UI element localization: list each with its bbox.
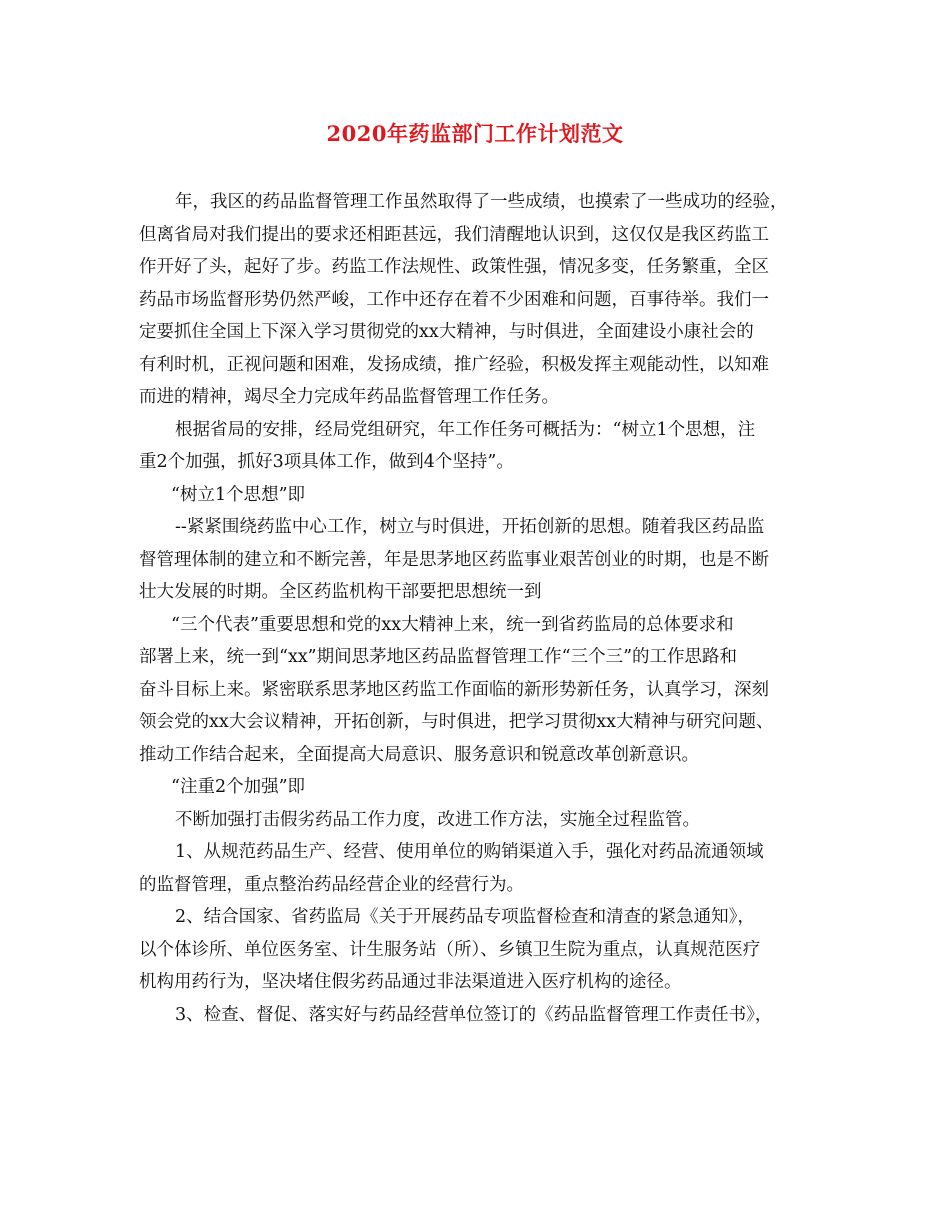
body-line: 3、检查、督促、落实好与药品经营单位签订的《药品监督管理工作责任书》， (175, 1004, 773, 1025)
body-line: 药品市场监督形势仍然严峻，工作中还存在着不少困难和问题，百事待举。我们一 (139, 289, 769, 310)
body-line: 机构用药行为，坚决堵住假劣药品通过非法渠道进入医疗机构的途径。 (139, 972, 682, 992)
body-line: 奋斗目标上来。紧密联系思茅地区药监工作面临的新形势新任务，认真学习，深刻 (139, 679, 769, 700)
body-line: --紧紧围绕药监中心工作，树立与时俱进，开拓创新的思想。随着我区药品监 (175, 517, 765, 537)
body-line: 年，我区的药品监督管理工作虽然取得了一些成绩，也摸索了一些成功的经验， (175, 192, 788, 212)
body-line: 推动工作结合起来，全面提高大局意识、服务意识和锐意改革创新意识。 (139, 744, 699, 765)
body-line: 不断加强打击假劣药品工作力度，改进工作方法，实施全过程监管。 (175, 809, 700, 830)
body-line: “树立1个思想”即 (171, 484, 306, 505)
body-line: 部署上来，统一到“xx”期间思茅地区药品监督管理工作“三个三”的工作思路和 (139, 647, 738, 667)
body-line: 定要抓住全国上下深入学习贯彻党的xx大精神，与时俱进，全面建设小康社会的 (139, 322, 754, 342)
body-line: 领会党的xx大会议精神，开拓创新，与时俱进，把学习贯彻xx大精神与研究问题、 (139, 712, 774, 732)
body-line: 但离省局对我们提出的要求还相距甚远，我们清醒地认识到，这仅仅是我区药监工 (139, 224, 769, 245)
body-line: 而进的精神，竭尽全力完成年药品监督管理工作任务。 (139, 387, 559, 407)
body-line: “注重2个加强”即 (171, 777, 306, 797)
document-title: 2020年药监部门工作计划范文 (326, 121, 624, 146)
body-line: 2、结合国家、省药监局《关于开展药品专项监督检查和清查的紧急通知》， (175, 907, 755, 927)
body-line: 壮大发展的时期。全区药监机构干部要把思想统一到 (139, 582, 542, 602)
body-line: 的监督管理，重点整治药品经营企业的经营行为。 (139, 874, 524, 895)
body-line: 有利时机，正视问题和困难，发扬成绩，推广经验，积极发挥主观能动性，以知难 (139, 354, 769, 375)
document-body (139, 186, 829, 1031)
body-line: 重2个加强，抓好3项具体工作，做到4个坚持”。 (139, 452, 514, 472)
body-line: 根据省局的安排，经局党组研究，年工作任务可概括为：“树立1个思想，注 (175, 419, 756, 440)
body-line: 1、从规范药品生产、经营、使用单位的购销渠道入手，强化对药品流通领域 (175, 842, 764, 862)
body-line: 以个体诊所、单位医务室、计生服务站（所）、乡镇卫生院为重点，认真规范医疗 (139, 939, 761, 960)
body-line: 督管理体制的建立和不断完善，年是思茅地区药监事业艰苦创业的时期，也是不断 (139, 549, 769, 570)
body-line: “三个代表”重要思想和党的xx大精神上来，统一到省药监局的总体要求和 (171, 614, 734, 635)
body-line: 作开好了头，起好了步。药监工作法规性、政策性强，情况多变，任务繁重，全区 (139, 257, 769, 277)
